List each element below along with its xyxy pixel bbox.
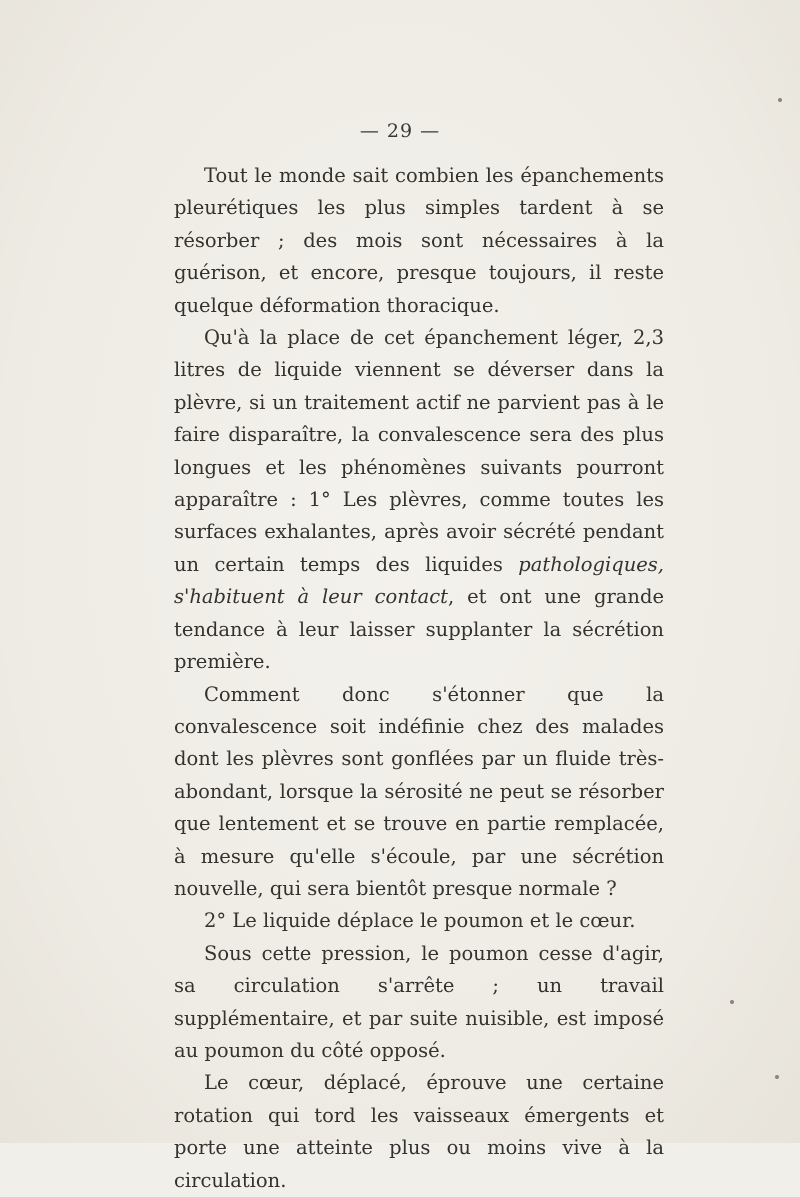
paragraph-5: Sous cette pression, le poumon cesse d'agir, sa circulation s'arrête ; un travail supplémentaire, et par suite nuisible, est imposé au poumon du côté opposé.	[174, 941, 664, 1062]
paper-speck	[730, 1000, 734, 1004]
paper-speck	[775, 1075, 779, 1079]
italic-phrase: pathologiques, s'habituent à leur contact	[174, 552, 664, 609]
paragraph-6: Le cœur, déplacé, éprouve une certaine rotation qui tord les vaisseaux émergents et porte une atteinte plus ou moins vive à la circulation.	[174, 1071, 664, 1192]
paragraph-3: Comment donc s'étonner que la convalescence soit indéfinie chez des malades dont les plèvres sont gonflées par un fluide très-abondant, lorsque la sérosité ne peut se résorber que lentement et se trouve en partie remplacée, à mesure qu'elle s'écoule, par une sécrétion nouvelle, qui sera bientôt presque normale ?	[174, 682, 664, 900]
page-number: — 29 —	[359, 120, 441, 142]
paragraph-2: Qu'à la place de cet épanchement léger, 2,3 litres de liquide viennent se déverser dans la plèvre, si un traitement actif ne parvient pas à le faire disparaître, la convalescence sera des plus longues et les phénomènes suivants pourront apparaître : 1° Les plèvres, comme toutes les surfaces exhalantes, après avoir sécrété pendant un certain temps des liquides pathologiques, s'habituent à leur contact, et ont une grande tendance à leur laisser supplanter la sécrétion première.	[174, 326, 664, 674]
paper-speck	[778, 98, 782, 102]
body-text	[174, 160, 664, 1197]
paragraph-1: Tout le monde sait combien les épanchements pleurétiques les plus simples tardent à se résorber ; des mois sont nécessaires à la guérison, et encore, presque toujours, il reste quelque déformation thoracique.	[174, 164, 664, 317]
paragraph-4: 2° Le liquide déplace le poumon et le cœur.	[204, 909, 636, 933]
